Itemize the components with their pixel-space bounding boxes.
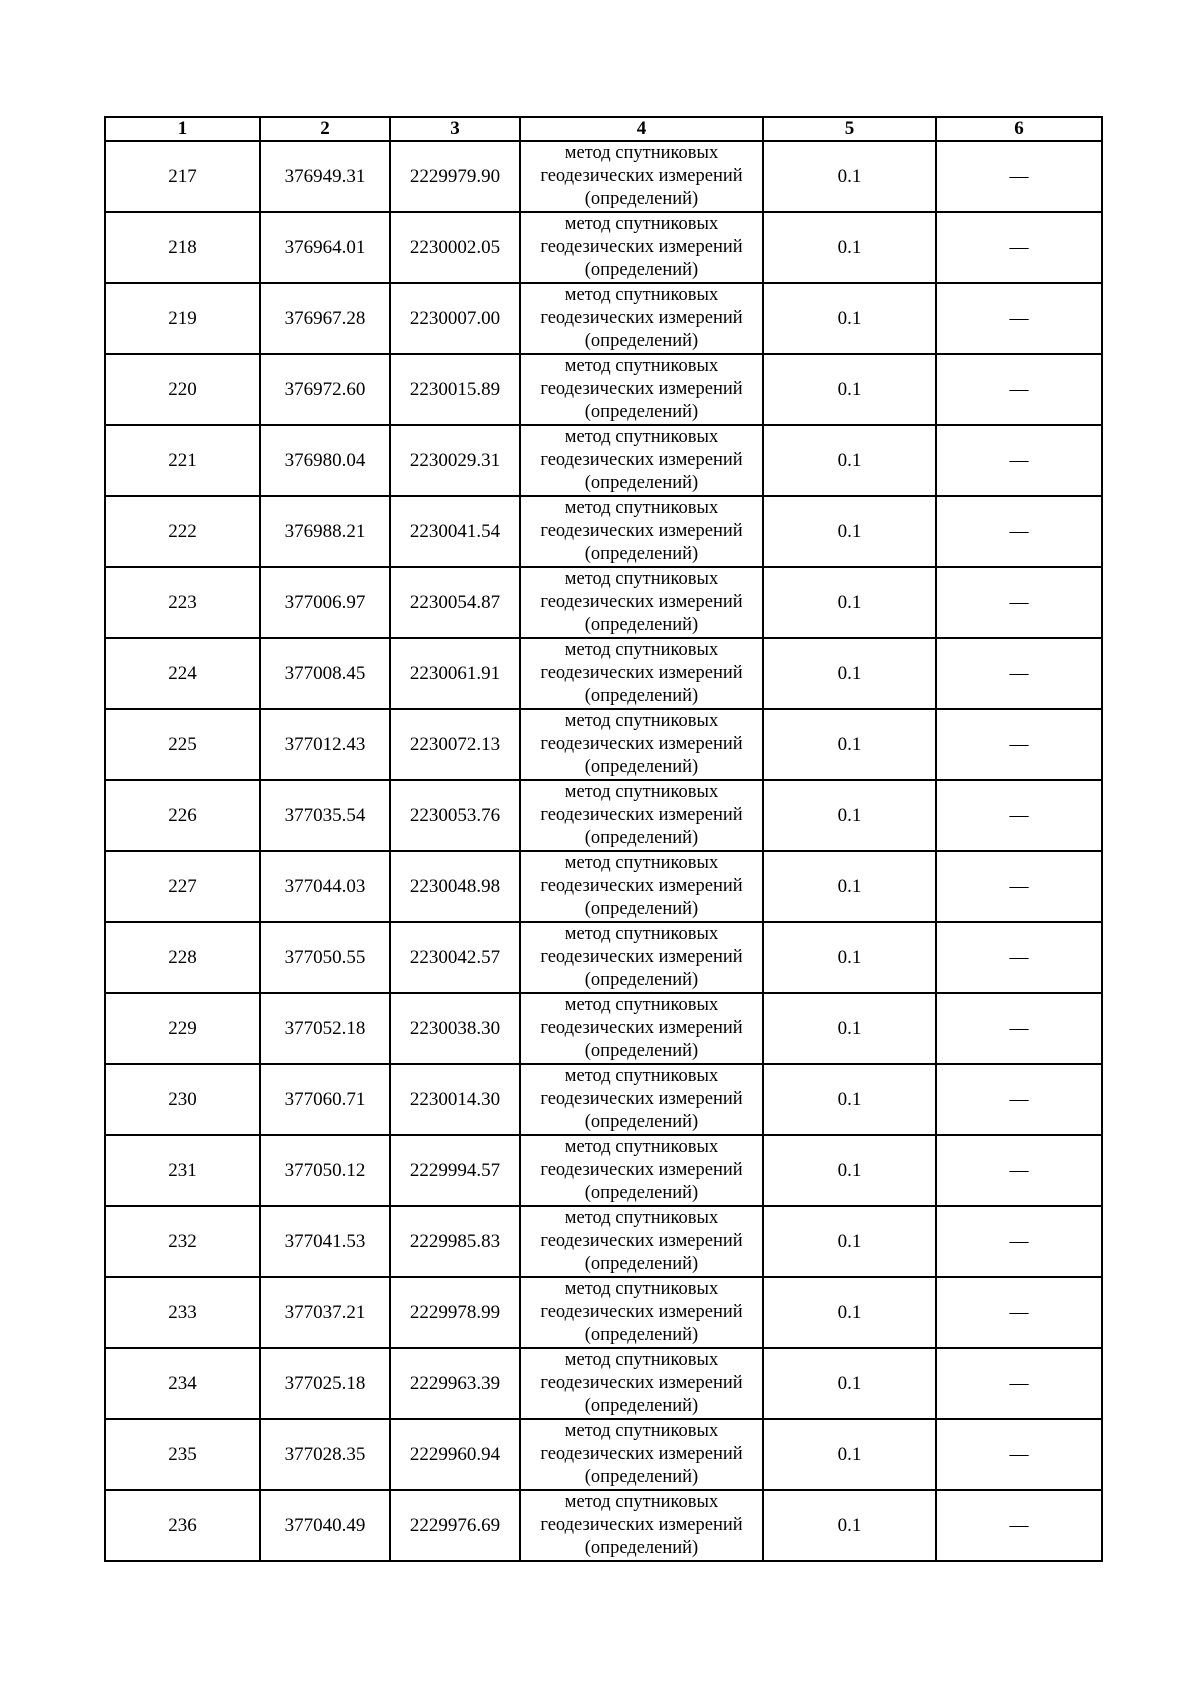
y-coordinate-cell: 2230072.13 [390,709,520,780]
method-line: метод спутниковых [564,782,719,802]
note-cell: — [936,212,1102,283]
x-coordinate-cell: 377041.53 [260,1206,390,1277]
y-coordinate-cell: 2230054.87 [390,567,520,638]
note-cell: — [936,1277,1102,1348]
point-number-cell: 232 [105,1206,260,1277]
method-cell [520,993,763,1064]
x-coordinate-cell: 377035.54 [260,780,390,851]
method-line: геодезических измерений [540,1231,743,1251]
method-cell [520,141,763,212]
method-line: метод спутниковых [564,285,719,305]
method-cell [520,496,763,567]
method-cell [520,212,763,283]
accuracy-cell: 0.1 [763,1490,936,1561]
method-line: (определений) [584,615,699,635]
y-coordinate-cell: 2230041.54 [390,496,520,567]
table-row [105,1348,1102,1419]
method-line: метод спутниковых [564,498,719,518]
method-line: метод спутниковых [564,995,719,1015]
note-cell: — [936,354,1102,425]
header-row [105,117,1102,141]
method-line: метод спутниковых [564,356,719,376]
method-line: (определений) [584,1183,699,1203]
y-coordinate-cell: 2230029.31 [390,425,520,496]
x-coordinate-cell: 377040.49 [260,1490,390,1561]
method-cell [520,1064,763,1135]
table-row [105,212,1102,283]
method-line: геодезических измерений [540,450,743,470]
table-row [105,851,1102,922]
header-col-5: 5 [763,117,936,141]
note-cell: — [936,993,1102,1064]
method-line: (определений) [584,1041,699,1061]
method-cell [520,922,763,993]
note-cell: — [936,1490,1102,1561]
y-coordinate-cell: 2230007.00 [390,283,520,354]
x-coordinate-cell: 377008.45 [260,638,390,709]
method-line: геодезических измерений [540,947,743,967]
header-col-3: 3 [390,117,520,141]
header-col-2: 2 [260,117,390,141]
y-coordinate-cell: 2229994.57 [390,1135,520,1206]
point-number-cell: 229 [105,993,260,1064]
method-line: (определений) [584,1396,699,1416]
x-coordinate-cell: 376980.04 [260,425,390,496]
note-cell: — [936,141,1102,212]
method-line: метод спутниковых [564,1492,719,1512]
method-line: (определений) [584,828,699,848]
x-coordinate-cell: 376949.31 [260,141,390,212]
note-cell: — [936,709,1102,780]
point-number-cell: 228 [105,922,260,993]
method-line: метод спутниковых [564,1421,719,1441]
method-line: геодезических измерений [540,1089,743,1109]
table-row [105,1206,1102,1277]
method-line: (определений) [584,899,699,919]
table-row [105,709,1102,780]
table-row [105,425,1102,496]
point-number-cell: 224 [105,638,260,709]
x-coordinate-cell: 376967.28 [260,283,390,354]
method-cell [520,283,763,354]
point-number-cell: 223 [105,567,260,638]
accuracy-cell: 0.1 [763,638,936,709]
table-row [105,1419,1102,1490]
method-line: (определений) [584,473,699,493]
table-row [105,638,1102,709]
note-cell: — [936,1206,1102,1277]
method-line: (определений) [584,402,699,422]
method-line: геодезических измерений [540,521,743,541]
table-row [105,1135,1102,1206]
note-cell: — [936,780,1102,851]
point-number-cell: 235 [105,1419,260,1490]
accuracy-cell: 0.1 [763,1419,936,1490]
y-coordinate-cell: 2230042.57 [390,922,520,993]
accuracy-cell: 0.1 [763,993,936,1064]
y-coordinate-cell: 2229963.39 [390,1348,520,1419]
x-coordinate-cell: 377025.18 [260,1348,390,1419]
coordinates-table [104,116,1103,1562]
method-line: метод спутниковых [564,1208,719,1228]
method-line: геодезических измерений [540,1302,743,1322]
method-cell [520,354,763,425]
method-line: (определений) [584,1538,699,1558]
accuracy-cell: 0.1 [763,212,936,283]
y-coordinate-cell: 2230048.98 [390,851,520,922]
method-line: (определений) [584,1254,699,1274]
method-line: геодезических измерений [540,734,743,754]
point-number-cell: 236 [105,1490,260,1561]
point-number-cell: 227 [105,851,260,922]
x-coordinate-cell: 377050.12 [260,1135,390,1206]
accuracy-cell: 0.1 [763,709,936,780]
header-col-6: 6 [936,117,1102,141]
method-cell [520,1490,763,1561]
table-row [105,780,1102,851]
table-row [105,283,1102,354]
accuracy-cell: 0.1 [763,354,936,425]
accuracy-cell: 0.1 [763,283,936,354]
method-line: метод спутниковых [564,1350,719,1370]
method-cell [520,1348,763,1419]
y-coordinate-cell: 2230014.30 [390,1064,520,1135]
header-col-4: 4 [520,117,763,141]
accuracy-cell: 0.1 [763,496,936,567]
table-row [105,993,1102,1064]
x-coordinate-cell: 376964.01 [260,212,390,283]
method-cell [520,780,763,851]
method-line: метод спутниковых [564,711,719,731]
x-coordinate-cell: 376988.21 [260,496,390,567]
method-line: метод спутниковых [564,924,719,944]
method-line: метод спутниковых [564,569,719,589]
method-line: (определений) [584,189,699,209]
y-coordinate-cell: 2229960.94 [390,1419,520,1490]
accuracy-cell: 0.1 [763,141,936,212]
method-cell [520,1277,763,1348]
method-line: метод спутниковых [564,1279,719,1299]
note-cell: — [936,851,1102,922]
method-cell [520,1419,763,1490]
y-coordinate-cell: 2230053.76 [390,780,520,851]
table-body [105,141,1102,1561]
note-cell: — [936,922,1102,993]
note-cell: — [936,1348,1102,1419]
x-coordinate-cell: 377006.97 [260,567,390,638]
method-line: (определений) [584,1112,699,1132]
table-row [105,1490,1102,1561]
table-row [105,1277,1102,1348]
method-line: геодезических измерений [540,166,743,186]
method-line: (определений) [584,260,699,280]
y-coordinate-cell: 2230038.30 [390,993,520,1064]
accuracy-cell: 0.1 [763,567,936,638]
method-line: (определений) [584,544,699,564]
y-coordinate-cell: 2230015.89 [390,354,520,425]
x-coordinate-cell: 377028.35 [260,1419,390,1490]
y-coordinate-cell: 2229978.99 [390,1277,520,1348]
note-cell: — [936,1419,1102,1490]
point-number-cell: 217 [105,141,260,212]
accuracy-cell: 0.1 [763,1277,936,1348]
method-line: геодезических измерений [540,592,743,612]
method-line: (определений) [584,1325,699,1345]
note-cell: — [936,425,1102,496]
point-number-cell: 219 [105,283,260,354]
accuracy-cell: 0.1 [763,780,936,851]
method-line: геодезических измерений [540,237,743,257]
method-line: метод спутниковых [564,1066,719,1086]
point-number-cell: 218 [105,212,260,283]
point-number-cell: 234 [105,1348,260,1419]
table-row [105,1064,1102,1135]
x-coordinate-cell: 377012.43 [260,709,390,780]
method-line: геодезических измерений [540,308,743,328]
y-coordinate-cell: 2229979.90 [390,141,520,212]
point-number-cell: 225 [105,709,260,780]
method-line: геодезических измерений [540,1515,743,1535]
x-coordinate-cell: 376972.60 [260,354,390,425]
method-cell [520,709,763,780]
note-cell: — [936,567,1102,638]
note-cell: — [936,638,1102,709]
accuracy-cell: 0.1 [763,922,936,993]
note-cell: — [936,283,1102,354]
method-line: геодезических измерений [540,1444,743,1464]
method-line: геодезических измерений [540,379,743,399]
method-cell [520,1135,763,1206]
method-line: (определений) [584,1467,699,1487]
accuracy-cell: 0.1 [763,1135,936,1206]
point-number-cell: 222 [105,496,260,567]
method-cell [520,851,763,922]
method-line: метод спутниковых [564,1137,719,1157]
method-cell [520,638,763,709]
header-col-1: 1 [105,117,260,141]
point-number-cell: 226 [105,780,260,851]
point-number-cell: 231 [105,1135,260,1206]
point-number-cell: 221 [105,425,260,496]
point-number-cell: 233 [105,1277,260,1348]
accuracy-cell: 0.1 [763,425,936,496]
x-coordinate-cell: 377060.71 [260,1064,390,1135]
method-line: (определений) [584,686,699,706]
y-coordinate-cell: 2230061.91 [390,638,520,709]
x-coordinate-cell: 377044.03 [260,851,390,922]
note-cell: — [936,1064,1102,1135]
note-cell: — [936,1135,1102,1206]
accuracy-cell: 0.1 [763,1206,936,1277]
table-row [105,141,1102,212]
method-line: геодезических измерений [540,876,743,896]
method-line: (определений) [584,970,699,990]
table-row [105,354,1102,425]
method-line: метод спутниковых [564,427,719,447]
method-line: геодезических измерений [540,663,743,683]
table-row [105,922,1102,993]
x-coordinate-cell: 377037.21 [260,1277,390,1348]
method-line: геодезических измерений [540,1373,743,1393]
x-coordinate-cell: 377050.55 [260,922,390,993]
table-row [105,496,1102,567]
point-number-cell: 230 [105,1064,260,1135]
accuracy-cell: 0.1 [763,851,936,922]
method-line: метод спутниковых [564,640,719,660]
accuracy-cell: 0.1 [763,1348,936,1419]
y-coordinate-cell: 2229976.69 [390,1490,520,1561]
method-line: метод спутниковых [564,853,719,873]
method-line: (определений) [584,757,699,777]
method-cell [520,567,763,638]
x-coordinate-cell: 377052.18 [260,993,390,1064]
method-line: (определений) [584,331,699,351]
method-line: геодезических измерений [540,1018,743,1038]
method-cell [520,1206,763,1277]
table-row [105,567,1102,638]
method-line: метод спутниковых [564,143,719,163]
y-coordinate-cell: 2229985.83 [390,1206,520,1277]
point-number-cell: 220 [105,354,260,425]
method-line: геодезических измерений [540,1160,743,1180]
method-line: метод спутниковых [564,214,719,234]
method-cell [520,425,763,496]
method-line: геодезических измерений [540,805,743,825]
note-cell: — [936,496,1102,567]
y-coordinate-cell: 2230002.05 [390,212,520,283]
accuracy-cell: 0.1 [763,1064,936,1135]
